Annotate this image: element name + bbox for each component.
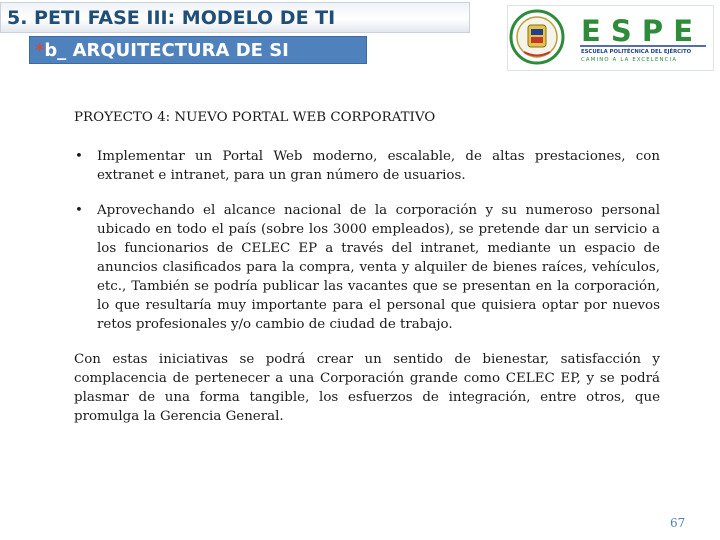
espe-emblem-icon [508, 6, 713, 70]
bullet-text: Aprovechando el alcance nacional de la corporación y su numeroso personal ubicado en todo el país (sobre los 3000 empleados), se pretende dar un servicio a los funcionarios de CELEC EP a través del intranet, mediante un espacio de anuncios clasificados para la compra, venta y alquiler de bienes raíces, vehículos, etc., También se podría publicar las vacantes que se presentan en la corporación, lo que resultaría muy importante para el personal que quisiera optar por nuevos retos profesionales y/o cambio de ciudad de trabajo. [97, 203, 660, 332]
page-number: 67 [670, 516, 686, 530]
bullet-item [74, 147, 660, 185]
slide-content [74, 108, 660, 426]
logo-line1: ESCUELA POLITÉCNICA DEL EJÉRCITO [581, 49, 692, 55]
espe-logo [507, 5, 714, 71]
bullet-item [74, 201, 660, 334]
logo-wordmark: E S P E [581, 14, 694, 48]
closing-paragraph: Con estas iniciativas se podrá crear un sentido de bienestar, satisfacción y complacencia de pertenecer a una Corporación grande como CELEC EP, y se podrá plasmar de una forma tangible, los esfuerzos de integración, entre otros, que promulga la Gerencia General. [74, 352, 660, 424]
slide-subtitle [29, 36, 367, 64]
bullet-symbol: • [75, 203, 83, 218]
subtitle-marker: * [35, 40, 45, 61]
slide-title: 5. PETI FASE III: MODELO DE TI [0, 2, 470, 33]
bullet-symbol: • [75, 149, 83, 164]
subtitle-text: b_ ARQUITECTURA DE SI [44, 40, 289, 61]
logo-line2: CAMINO A LA EXCELENCIA [581, 57, 678, 63]
bullet-text: Implementar un Portal Web moderno, escalable, de altas prestaciones, con extranet e intranet, para un gran número de usuarios. [97, 149, 660, 183]
project-heading: PROYECTO 4: NUEVO PORTAL WEB CORPORATIVO [74, 110, 436, 125]
